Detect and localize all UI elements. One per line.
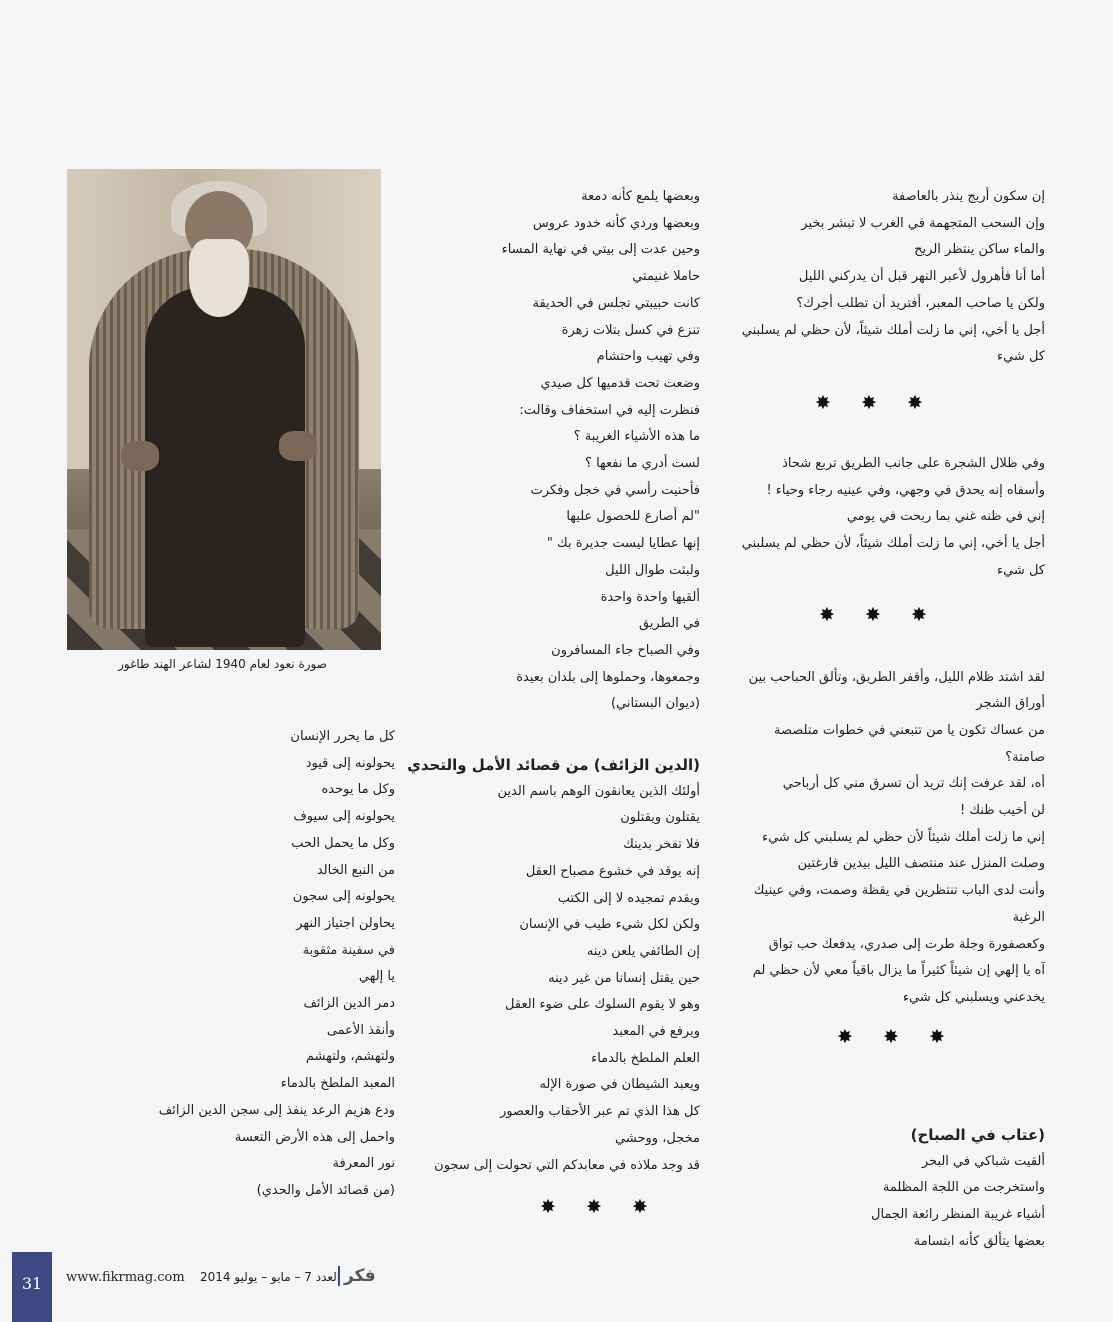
- poem-line: صامتة؟: [1005, 749, 1045, 765]
- photo-robe: [145, 287, 305, 647]
- poem-line: إن سكون أريج ينذر بالعاصفة: [892, 189, 1045, 204]
- star-icon: ✸: [865, 604, 881, 626]
- poem-line: دمر الدين الزائف: [303, 996, 395, 1012]
- poem-line: يخدعني ويسلبني كل شيء: [902, 990, 1045, 1005]
- poem-line: حين يقتل إنسانا من غير دينه: [548, 970, 700, 986]
- star-icon: ✸: [861, 392, 877, 414]
- poem-line: ألقيت شباكي في البحر: [921, 1153, 1045, 1169]
- poem-line: وكل ما يحمل الحب: [291, 835, 395, 851]
- poem-line: أولئك الذين يعانقون الوهم باسم الدين: [497, 783, 700, 799]
- poem-line: [700, 424, 1045, 451]
- star-icon: ✸: [907, 392, 923, 414]
- poem-line: يحاولن اجتياز النهر: [296, 915, 395, 931]
- poem-line: أشياء غريبة المنظر رائعة الجمال: [871, 1207, 1045, 1223]
- poem-line: فنظرت إليه في استخفاف وقالت:: [519, 402, 700, 418]
- poem-line: ويقدم تمجيده لا إلى الكتب: [557, 890, 700, 906]
- poem-line: وإن السحب المتجهمة في الغرب لا تبشر بخير: [801, 215, 1045, 231]
- poem-line: تنزع في كسل بتلات زهرة: [561, 322, 700, 338]
- poem-line: بعضها يتألق كأنه ابتسامة: [913, 1233, 1045, 1249]
- star-icon: ✸: [911, 604, 927, 626]
- poem-line: كل ما يحرر الإنسان: [290, 729, 395, 744]
- poem-column-right: [700, 184, 1045, 1012]
- poem-line: كل شيء: [996, 562, 1045, 578]
- issue-info: العدد 7 – مايو – يوليو 2014: [200, 1270, 341, 1284]
- poem-line: يا إلهي: [358, 969, 395, 985]
- poem-line: إنه يوقد في خشوع مصباح العقل: [525, 863, 700, 879]
- poem-line: (ديوان البستاني): [611, 696, 700, 712]
- poem-line: نور المعرفة: [332, 1156, 395, 1172]
- poem-line: أجل يا أخي، إني ما زلت أملك شيئاً، لأن حظي لم يسلبني: [741, 536, 1045, 552]
- poem-line: المعبد الملطخ بالدماء: [280, 1076, 395, 1092]
- section-heading: (الدين الزائف) من قصائد الأمل والتحدي: [407, 756, 700, 774]
- poem-line: فلا تفخر بدينك: [623, 837, 700, 853]
- photo-caption: صورة نعود لعام 1940 لشاعر الهند طاغور: [118, 657, 327, 671]
- poem-line: في سفينة مثقوبة: [302, 942, 395, 958]
- poem-line: كل هذا الذي تم عبر الأحقاب والعصور: [499, 1104, 700, 1120]
- poem-line: وهو لا يقوم السلوك على ضوء العقل: [505, 997, 700, 1013]
- poem-line: أجل يا أخي، إني ما زلت أملك شيئاً، لأن حظي لم يسلبني: [741, 322, 1045, 338]
- poem-line: إني ما زلت أملك شيئاً لأن حظي لم يسلبني كل شيء: [761, 829, 1045, 845]
- poem-line: "لم أصارع للحصول عليها: [566, 509, 700, 525]
- poem-line: ولتهشم، ولتهشم: [305, 1049, 395, 1065]
- poem-column-middle: [400, 184, 700, 718]
- poem-line: واستخرجت من اللجة المظلمة: [882, 1180, 1045, 1196]
- poem-line: ويعبد الشيطان في صورة الإله: [539, 1077, 700, 1093]
- poem-line: من النبع الخالد: [316, 862, 395, 878]
- separator-stars-4: [525, 1196, 663, 1218]
- poem-line: ولبثت طوال الليل: [605, 562, 700, 578]
- photo-hand: [279, 431, 317, 461]
- poem-line: ودع هزيم الرعد ينفذ إلى سجن الدين الزائف: [158, 1102, 395, 1118]
- poem-line: وضعت تحت قدميها كل صيدي: [540, 375, 700, 391]
- poem-line: كانت حبيبتي تجلس في الحديقة: [532, 295, 700, 311]
- star-icon: ✸: [819, 604, 835, 626]
- poem-line: والماء ساكن ينتظر الريح: [914, 242, 1045, 258]
- poem-line: يحولونه إلى سيوف: [293, 809, 395, 825]
- poem-line: وحين عدت إلى بيتي في نهاية المساء: [501, 242, 700, 258]
- poem-line: ويرفع في المعبد: [612, 1024, 700, 1040]
- poem-line: ما هذه الأشياء الغريبة ؟: [573, 429, 700, 445]
- poem-line: إنها عطايا ليست جديرة بك ": [546, 536, 700, 552]
- section-heading: (عتاب في الصباح): [910, 1126, 1045, 1144]
- poem-line: وفي الصباح جاء المسافرون: [551, 642, 700, 658]
- star-icon: ✸: [540, 1196, 556, 1218]
- poem-line: وأنقذ الأعمى: [326, 1022, 395, 1038]
- poem-line: مخجل، ووحشي: [615, 1130, 700, 1146]
- poem-line: وفي ظلال الشجرة على جانب الطريق تربع شحاذ: [782, 455, 1045, 471]
- poem-line: العلم الملطخ بالدماء: [591, 1050, 700, 1066]
- magazine-logo: فكر: [338, 1266, 376, 1286]
- poem-line: يحولونه إلى قيود: [305, 755, 395, 771]
- poem-line: الرغبة: [1012, 909, 1045, 925]
- poem-line: وبعضها وردي كأنه خدود عروس: [532, 215, 700, 231]
- poem-line: حاملا غنيمتي: [632, 269, 700, 285]
- poem-line: أوراق الشجر: [976, 696, 1045, 712]
- poem-line: [700, 638, 1045, 665]
- poem-line: من عساك تكون يا من تتبعني في خطوات متلصصة: [774, 722, 1045, 738]
- poem-line: وأسفاه إنه يحدق في وجهي، وفي عينيه رجاء وحياء !: [766, 482, 1045, 498]
- poem-line: يقتلون ويقتلون: [620, 810, 700, 826]
- poem-line: أما أنا فأهرول لأعبر النهر قبل أن يدركني الليل: [798, 269, 1045, 285]
- star-icon: ✸: [837, 1026, 853, 1048]
- photo-beard: [189, 239, 249, 317]
- poem-line: في الطريق: [638, 616, 700, 632]
- poem-line: وجمعوها، وحملوها إلى بلدان بعيدة: [516, 669, 700, 685]
- poem-line: ولكن يا صاحب المعبر، أفتريد أن تطلب أجرك؟: [796, 295, 1045, 311]
- poem-column-left: [90, 724, 395, 1205]
- poem-line: وكعصفورة وجلة طرت إلى صدري، يدفعك حب تواق: [768, 936, 1045, 952]
- star-icon: ✸: [586, 1196, 602, 1218]
- star-icon: ✸: [883, 1026, 899, 1048]
- section-lines: [400, 779, 700, 1180]
- poem-line: أه، لقد عرفت إنك تريد أن تسرق مني كل أرباحي: [782, 776, 1045, 792]
- poem-line: إن الطائفي يلعن دينه: [586, 943, 700, 959]
- page-number: 31: [12, 1252, 52, 1322]
- poem-section-false-religion: [400, 752, 700, 1179]
- poem-line: ولكن لكل شيء طيب في الإنسان: [519, 917, 700, 933]
- star-icon: ✸: [815, 392, 831, 414]
- star-icon: ✸: [632, 1196, 648, 1218]
- poem-line: لقد اشتد ظلام الليل، وأقفر الطريق، وتألق الحباحب بين: [748, 669, 1045, 685]
- poem-line: يحولونه إلى سجون: [292, 889, 395, 905]
- poem-line: وصلت المنزل عند منتصف الليل بيدين فارغتين: [797, 856, 1045, 872]
- poem-line: ألقيها واحدة واحدة: [600, 589, 700, 605]
- poem-line: قد وجد ملاذه في معابدكم التي تحولت إلى سجون: [434, 1157, 700, 1173]
- poem-line: وأنت لدى الباب تنتظرين في يقظة وصمت، وفي عينيك: [753, 883, 1045, 899]
- poem-line: آه يا إلهي إن شيئاً كثيراً ما يزال باقياً معي لأن حظي لم: [752, 963, 1045, 979]
- tagore-photo: [67, 169, 381, 650]
- poem-line: لست أدري ما نفعها ؟: [585, 456, 700, 472]
- website-link[interactable]: www.fikrmag.com: [66, 1270, 185, 1285]
- poem-line: وكل ما يوحده: [321, 782, 395, 798]
- poem-line: لن أخيب ظنك !: [959, 803, 1045, 819]
- separator-stars-3: [822, 1026, 960, 1048]
- separator-stars-2: [804, 604, 942, 626]
- poem-line: وفي تهيب واحتشام: [596, 349, 700, 365]
- photo-hand: [121, 441, 159, 471]
- poem-line: (من قصائد الأمل والحدي): [256, 1182, 395, 1198]
- poem-section-morning: [700, 1122, 1045, 1256]
- poem-line: إني في ظنه غني بما ربحت في يومي: [846, 509, 1045, 525]
- star-icon: ✸: [929, 1026, 945, 1048]
- poem-line: فأحنيت رأسي في خجل وفكرت: [530, 482, 700, 498]
- poem-line: كل شيء: [996, 349, 1045, 365]
- poem-line: وبعضها يلمع كأنه دمعة: [581, 189, 700, 204]
- separator-stars-1: [800, 392, 938, 414]
- poem-line: واحمل إلى هذه الأرض التعسة: [234, 1129, 395, 1145]
